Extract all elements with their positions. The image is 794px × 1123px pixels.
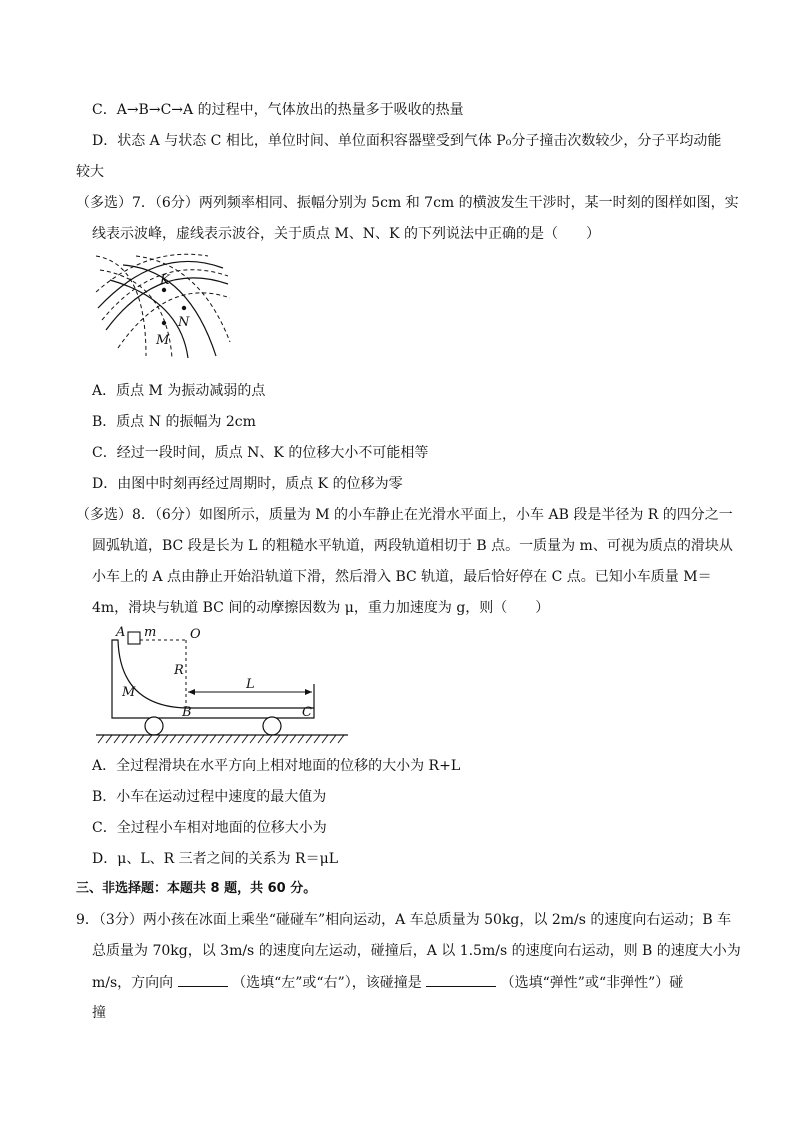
q8-option-c: C．全过程小车相对地面的位移大小为 [92,820,327,836]
q8-stem-line1: （多选）8．（6分）如图所示，质量为 M 的小车静止在光滑水平面上，小车 AB 段是半径为 R 的四分之一 [76,507,733,523]
q6-option-d-line2: 较大 [76,164,104,180]
arrowhead-right [305,689,312,695]
q7-stem-line1: （多选）7．（6分）两列频率相同、振幅分别为 5cm 和 7cm 的横波发生干涉时，某一时刻的图样如图，实 [76,195,739,211]
cart-body [112,640,314,718]
q9-line3 [92,972,683,993]
q8-option-a: A．全过程滑块在水平方向上相对地面的位移的大小为 R+L [92,758,461,774]
q9-line2: 总质量为 70kg，以 3m/s 的速度向左运动，碰撞后，A 以 1.5m/s 的速度向右运动，则 B 的速度大小为 [92,943,741,959]
q9-line1: 9．（3分）两小孩在冰面上乘坐“碰碰车”相向运动，A 车总质量为 50kg，以 2m/s 的速度向右运动；B 车 [76,912,732,928]
q7-option-c: C．经过一段时间，质点 N、K 的位移大小不可能相等 [92,445,429,461]
label-a: A [116,625,126,640]
arrowhead-left [188,689,195,695]
q8-stem-line2: 圆弧轨道，BC 段是长为 L 的粗糙水平轨道，两段轨道相切于 B 点。一质量为 m、可视为质点的滑块从 [92,538,733,554]
collision-type-blank[interactable] [426,972,496,987]
trough-arc-1 [96,254,208,292]
label-c: C [302,705,312,720]
q6-option-c: C．A→B→C→A 的过程中，气体放出的热量多于吸收的热量 [92,102,464,118]
label-k: K [160,273,170,288]
q9-line3-part-a: m/s，方向向 [92,975,174,991]
ground-hatching [98,735,344,743]
interference-figure [88,250,238,360]
wheel-right [263,717,281,735]
q7-stem-line2: 线表示波峰，虚线表示波谷，关于质点 M、N、K 的下列说法中正确的是（ ） [92,226,600,242]
q7-option-b: B．质点 N 的振幅为 2cm [92,414,256,430]
point-m [162,321,166,325]
label-l: L [246,677,255,692]
crest-arc-lower [110,280,188,358]
label-n: N [178,315,190,330]
label-m-small: m [144,625,157,640]
q8-option-b: B．小车在运动过程中速度的最大值为 [92,789,327,805]
wheel-left [145,717,163,735]
q9-line4: 撞 [92,1005,106,1021]
label-r: R [174,663,184,678]
q8-option-d: D．μ、L、R 三者之间的关系为 R＝μL [92,851,338,867]
label-big-m: M [122,685,136,700]
direction-blank[interactable] [178,972,228,987]
slider-block [128,632,140,644]
section-title: 三、非选择题：本题共 8 题，共 60 分。 [76,881,317,896]
point-n [182,306,186,310]
q7-option-a: A．质点 M 为振动减弱的点 [92,383,266,399]
q8-stem-line3: 小车上的 A 点由静止开始沿轨道下滑，然后滑入 BC 轨道，最后恰好停在 C 点。已知小车质量 M＝ [92,569,712,585]
q9-line3-part-c: （选填“弹性”或“非弹性”）碰 [500,975,684,991]
label-o: O [190,627,201,642]
label-b: B [182,705,192,720]
q9-line3-part-b: （选填“左”或“右”），该碰撞是 [232,975,422,991]
q8-stem-line4: 4m，滑块与轨道 BC 间的动摩擦因数为 μ，重力加速度为 g，则（ ） [92,600,550,616]
cart-track-figure [92,622,352,748]
q6-option-d-line1: D．状态 A 与状态 C 相比，单位时间、单位面积容器壁受到气体 P₀分子撞击次数较少，分子平均动能 [92,133,722,149]
label-m: M [156,333,170,348]
q7-option-d: D．由图中时刻再经过周期时，质点 K 的位移为零 [92,476,403,492]
point-k [162,288,166,292]
